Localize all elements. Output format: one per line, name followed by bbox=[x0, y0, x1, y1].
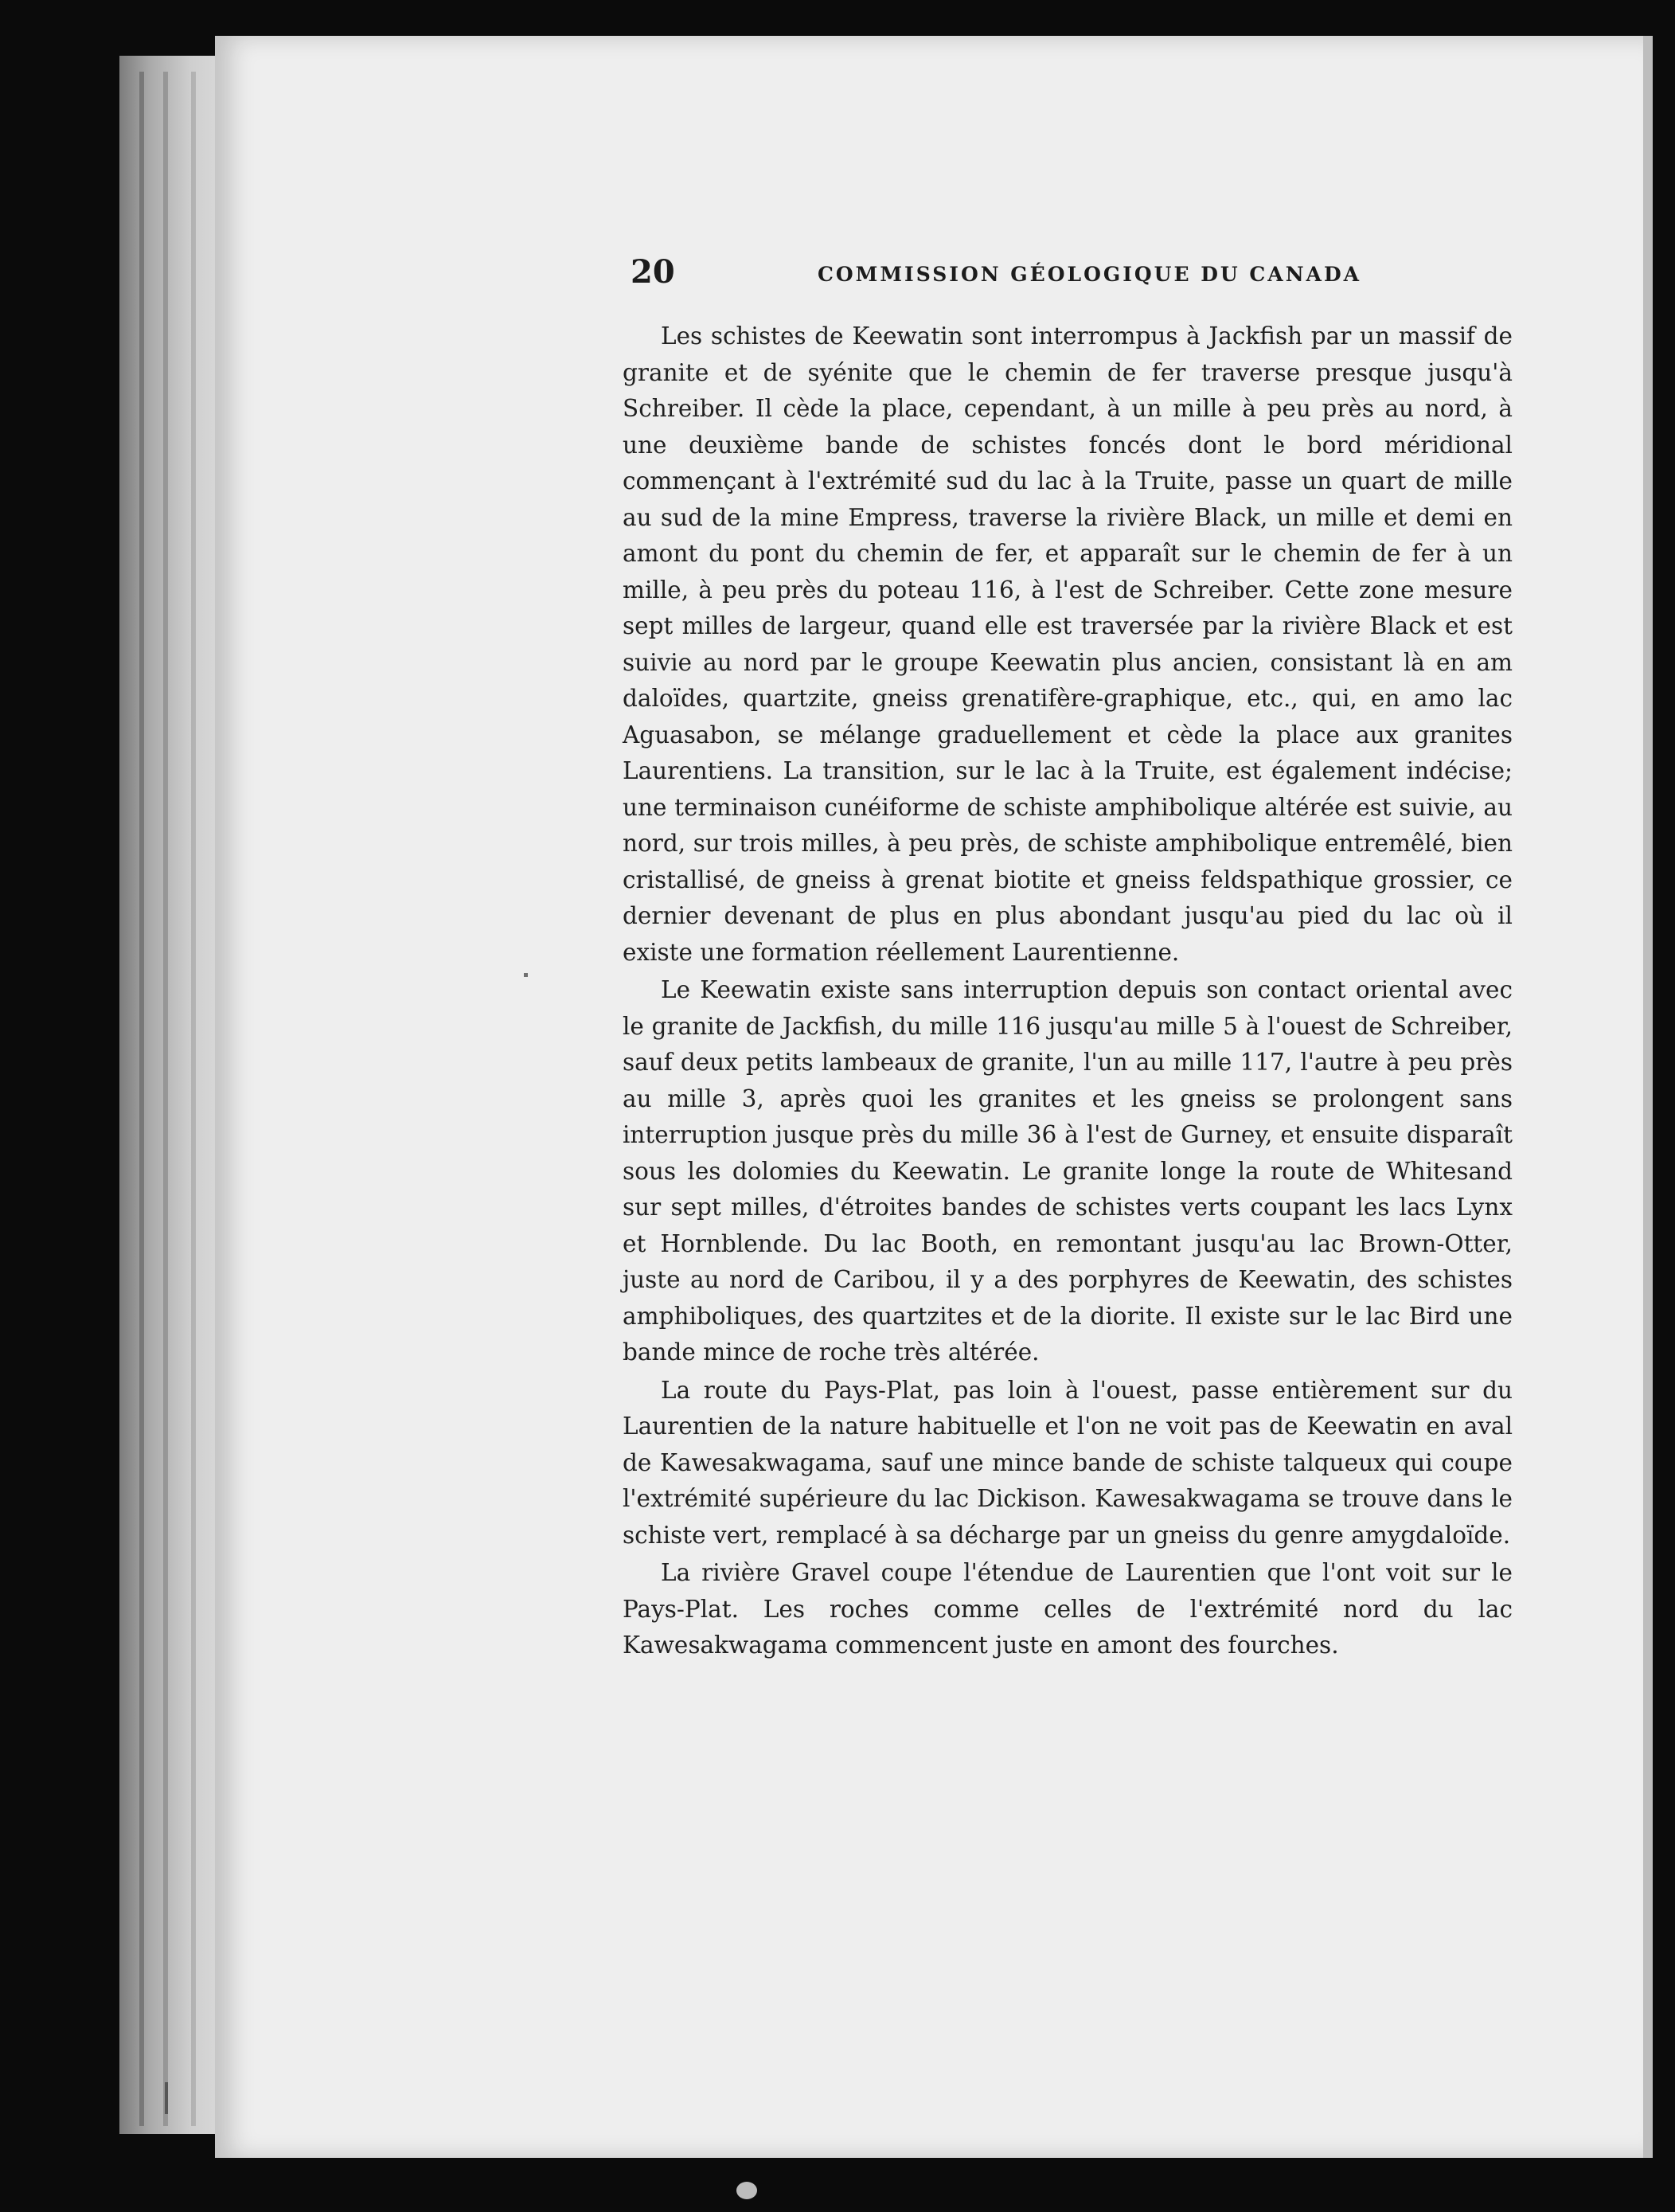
page-stack-line bbox=[163, 72, 168, 2126]
scan-speck bbox=[165, 2082, 168, 2114]
scan-speck bbox=[524, 973, 528, 977]
scan-speck bbox=[736, 2182, 757, 2199]
page-right-edge bbox=[1643, 36, 1653, 2158]
page-stack-line bbox=[139, 72, 144, 2126]
body-text bbox=[623, 319, 1513, 1666]
paragraph: Les schistes de Keewatin sont interrompus à Jackfish par un massif de granite et de syénite que le chemin de fer traverse presque jusqu'à Schreiber. Il cède la place, cependant, à un mille à peu près au nord, à une deuxième bande de schistes foncés dont le bord méridional commençant à l'extrémité sud du lac à la Truite, passe un quart de mille au sud de la mine Empress, traverse la rivière Black, un mille et demi en amont du pont du chemin de fer, et apparaît sur le chemin de fer à un mille, à peu près du poteau 116, à l'est de Schreiber. Cette zone mesure sept milles de largeur, quand elle est traversée par la rivière Black et est suivie au nord par le groupe Keewatin plus ancien, consistant là en am daloïdes, quartzite, gneiss grenatifère-graphique, etc., qui, en amo lac Aguasabon, se mélange graduellement et cède la place aux granites Laurentiens. La transition, sur le lac à la Truite, est également indécise; une terminaison cunéiforme de schiste amphibolique altérée est suivie, au nord, sur trois milles, à peu près, de schiste amphibolique entremêlé, bien cristallisé, de gneiss à grenat biotite et gneiss feldspathique grossier, ce dernier devenant de plus en plus abondant jusqu'au pied du lac où il existe une formation réellement Laurentienne. bbox=[623, 322, 1513, 966]
paragraph: La route du Pays-Plat, pas loin à l'ouest, passe entièrement sur du Laurentien de la nature habituelle et l'on ne voit pas de Keewatin en aval de Kawesakwagama, sauf une mince bande de schiste talqueux qui coupe l'extrémité supérieure du lac Dickison. Kawesakwagama se trouve dans le schiste vert, remplacé à sa décharge par un gneiss du genre amygdaloïde. bbox=[623, 1376, 1513, 1549]
page-stack-line bbox=[191, 72, 196, 2126]
running-head: COMMISSION GÉOLOGIQUE DU CANADA bbox=[818, 263, 1362, 286]
paragraph: Le Keewatin existe sans interruption depuis son contact oriental avec le granite de Jackfish, du mille 116 jusqu'au mille 5 à l'ouest de Schreiber, sauf deux petits lambeaux de granite, l'un au mille 117, l'autre à peu près au mille 3, après quoi les granites et les gneiss se prolongent sans interruption jusque près du mille 36 à l'est de Gurney, et ensuite disparaît sous les dolomies du Keewatin. Le granite longe la route de Whitesand sur sept milles, d'étroites bandes de schistes verts coupant les lacs Lynx et Hornblende. Du lac Booth, en remontant jusqu'au lac Brown-Otter, juste au nord de Caribou, il y a des porphyres de Keewatin, des schistes amphiboliques, des quartzites et de la diorite. Il existe sur le lac Bird une bande mince de roche très altérée. bbox=[623, 976, 1513, 1366]
page-number: 20 bbox=[631, 253, 675, 291]
page-header bbox=[631, 253, 1522, 301]
paragraph: La rivière Gravel coupe l'étendue de Laurentien que l'ont voit sur le Pays-Plat. Les roches comme celles de l'extrémité nord du lac Kawesakwagama commencent juste en amont des fourches. bbox=[623, 1559, 1513, 1659]
